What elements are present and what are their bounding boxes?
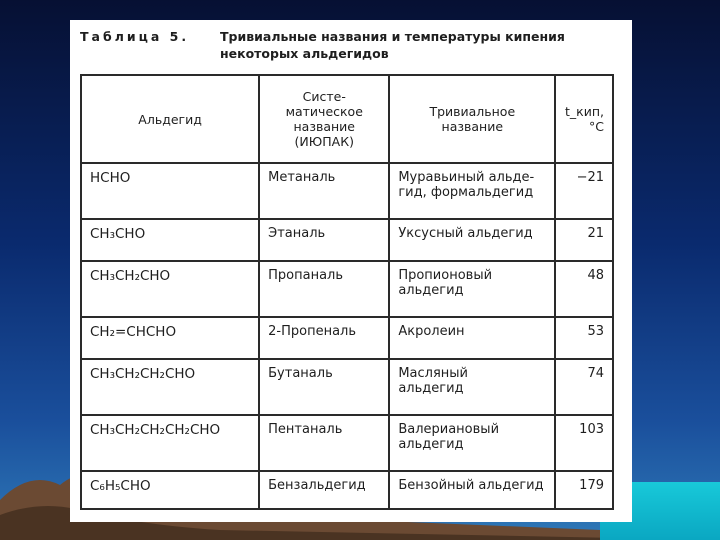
cell-formula: CH₃CH₂CHO	[81, 261, 259, 317]
cell-formula: CH₂=CHCHO	[81, 317, 259, 359]
table-row	[81, 471, 613, 509]
cell-boiling-point: 53	[555, 317, 613, 359]
cell-trivial: Масляный альдегид	[389, 359, 555, 415]
cell-formula: CH₃CHO	[81, 219, 259, 261]
header-trivial-name: Тривиальное название	[389, 75, 555, 163]
cell-boiling-point: 179	[555, 471, 613, 509]
cell-trivial: Бензойный альдегид	[389, 471, 555, 509]
cell-boiling-point: 74	[555, 359, 613, 415]
cell-trivial: Пропионовый альдегид	[389, 261, 555, 317]
cell-formula: HCHO	[81, 163, 259, 219]
header-boiling-point: t_кип, °C	[555, 75, 613, 163]
table-row	[81, 359, 613, 415]
cell-boiling-point: 21	[555, 219, 613, 261]
cell-systematic: Этаналь	[259, 219, 389, 261]
cell-trivial: Акролеин	[389, 317, 555, 359]
table-card	[70, 20, 632, 522]
cell-systematic: Бензальдегид	[259, 471, 389, 509]
table-row	[81, 415, 613, 471]
header-aldehyde: Альдегид	[81, 75, 259, 163]
table-caption	[80, 26, 622, 74]
cell-trivial: Уксусный альдегид	[389, 219, 555, 261]
cell-formula: C₆H₅CHO	[81, 471, 259, 509]
header-systematic-name: Систе- матическое название (ИЮПАК)	[259, 75, 389, 163]
cell-systematic: Пропаналь	[259, 261, 389, 317]
cell-systematic: Метаналь	[259, 163, 389, 219]
cell-formula: CH₃CH₂CH₂CHO	[81, 359, 259, 415]
cell-trivial: Муравьиный альде- гид, формальдегид	[389, 163, 555, 219]
cell-boiling-point: −21	[555, 163, 613, 219]
cell-systematic: Бутаналь	[259, 359, 389, 415]
table-row	[81, 219, 613, 261]
table-header-row	[81, 75, 613, 163]
table-row	[81, 261, 613, 317]
caption-title: Тривиальные названия и температуры кипения некоторых альдегидов	[220, 29, 565, 61]
cell-trivial: Валериановый альдегид	[389, 415, 555, 471]
aldehydes-table	[80, 74, 614, 510]
table-row	[81, 317, 613, 359]
cell-systematic: 2-Пропеналь	[259, 317, 389, 359]
table-row	[81, 163, 613, 219]
caption-label: Таблица 5.	[80, 29, 190, 44]
cell-boiling-point: 103	[555, 415, 613, 471]
cell-boiling-point: 48	[555, 261, 613, 317]
cell-systematic: Пентаналь	[259, 415, 389, 471]
cell-formula: CH₃CH₂CH₂CH₂CHO	[81, 415, 259, 471]
